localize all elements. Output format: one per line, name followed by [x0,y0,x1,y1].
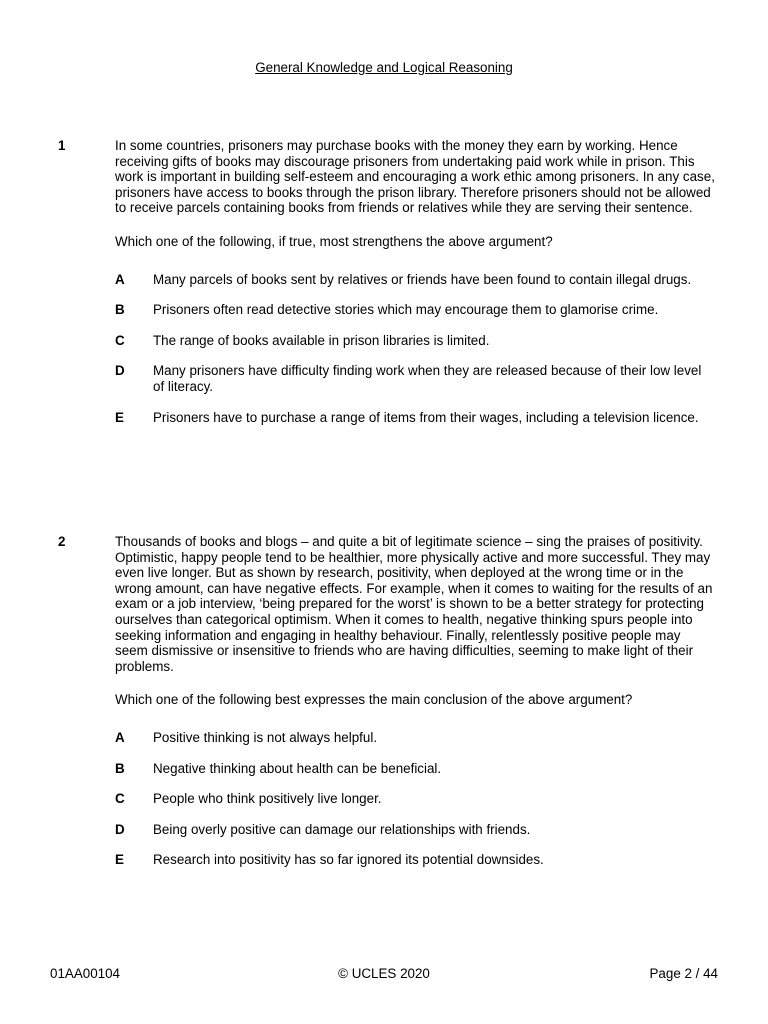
answer-option-e [115,410,715,426]
page-title: General Knowledge and Logical Reasoning [255,60,513,75]
answer-option-d [115,822,715,838]
option-letter: C [115,332,125,348]
page-number: Page 2 / 44 [649,966,718,981]
question-body [115,138,715,440]
option-letter: A [115,271,125,287]
option-text: Positive thinking is not always helpful. [153,729,378,745]
answer-option-a [115,272,715,288]
answer-option-a [115,730,715,746]
answer-option-c [115,791,715,807]
answer-options [115,272,715,426]
option-letter: B [115,302,125,318]
question-number: 1 [58,138,66,153]
question-prompt: Which one of the following best expresses the main conclusion of the above argument? [115,692,633,708]
answer-option-c [115,333,715,349]
option-letter: B [115,760,125,776]
document-code: 01AA00104 [50,966,120,981]
answer-option-e [115,852,715,868]
question-number: 2 [58,534,66,549]
question-stem: Thousands of books and blogs – and quite a bit of legitimate science – sing the praises of positivity. Optimistic, happy people tend to be healthier, more physically active and more successful. They may even live longer. But as shown by research, positivity, when deployed at the wrong time or in the wrong amount, can have negative effects. For example, when it comes to waiting for the results of an exam or a job interview, ‘being prepared for the worst’ is shown to be a better strategy for protecting ourselves than categorical optimism. When it comes to health, negative thinking spurs people into seeking information and engaging in healthy behaviour. Finally, relentlessly positive people may seem dismissive or insensitive to friends who are having difficulties, seeming to make light of their problems. [115,534,713,674]
option-letter: E [115,409,124,425]
copyright-notice: © UCLES 2020 [338,966,430,981]
option-letter: A [115,729,125,745]
option-letter: E [115,852,124,868]
option-text: People who think positively live longer. [153,791,382,807]
option-text: Prisoners have to purchase a range of items from their wages, including a television licence. [153,409,699,425]
option-letter: D [115,821,125,837]
option-text: Many parcels of books sent by relatives or friends have been found to contain illegal drugs. [153,271,692,287]
option-letter: D [115,363,125,379]
option-text: Prisoners often read detective stories which may encourage them to glamorise crime. [153,302,659,318]
question-prompt: Which one of the following, if true, most strengthens the above argument? [115,233,553,249]
option-text: Research into positivity has so far ignored its potential downsides. [153,852,544,868]
option-text: Being overly positive can damage our relationships with friends. [153,821,531,837]
answer-options [115,730,715,868]
option-text: Negative thinking about health can be beneficial. [153,760,442,776]
option-text: The range of books available in prison libraries is limited. [153,332,490,348]
question-body [115,534,715,883]
answer-option-d [115,363,715,394]
option-text: Many prisoners have difficulty finding work when they are released because of their low level of literacy. [153,363,702,394]
answer-option-b [115,302,715,318]
question-stem: In some countries, prisoners may purchase books with the money they earn by working. Hence receiving gifts of books may discourage prisoners from undertaking paid work while in prison. This work is important in building self-esteem and encouraging a work ethic among prisoners. In any case, prisoners have access to books through the prison library. Therefore prisoners should not be allowed to receive parcels containing books from friends or relatives while they are serving their sentence. [115,138,715,216]
answer-option-b [115,761,715,777]
option-letter: C [115,791,125,807]
